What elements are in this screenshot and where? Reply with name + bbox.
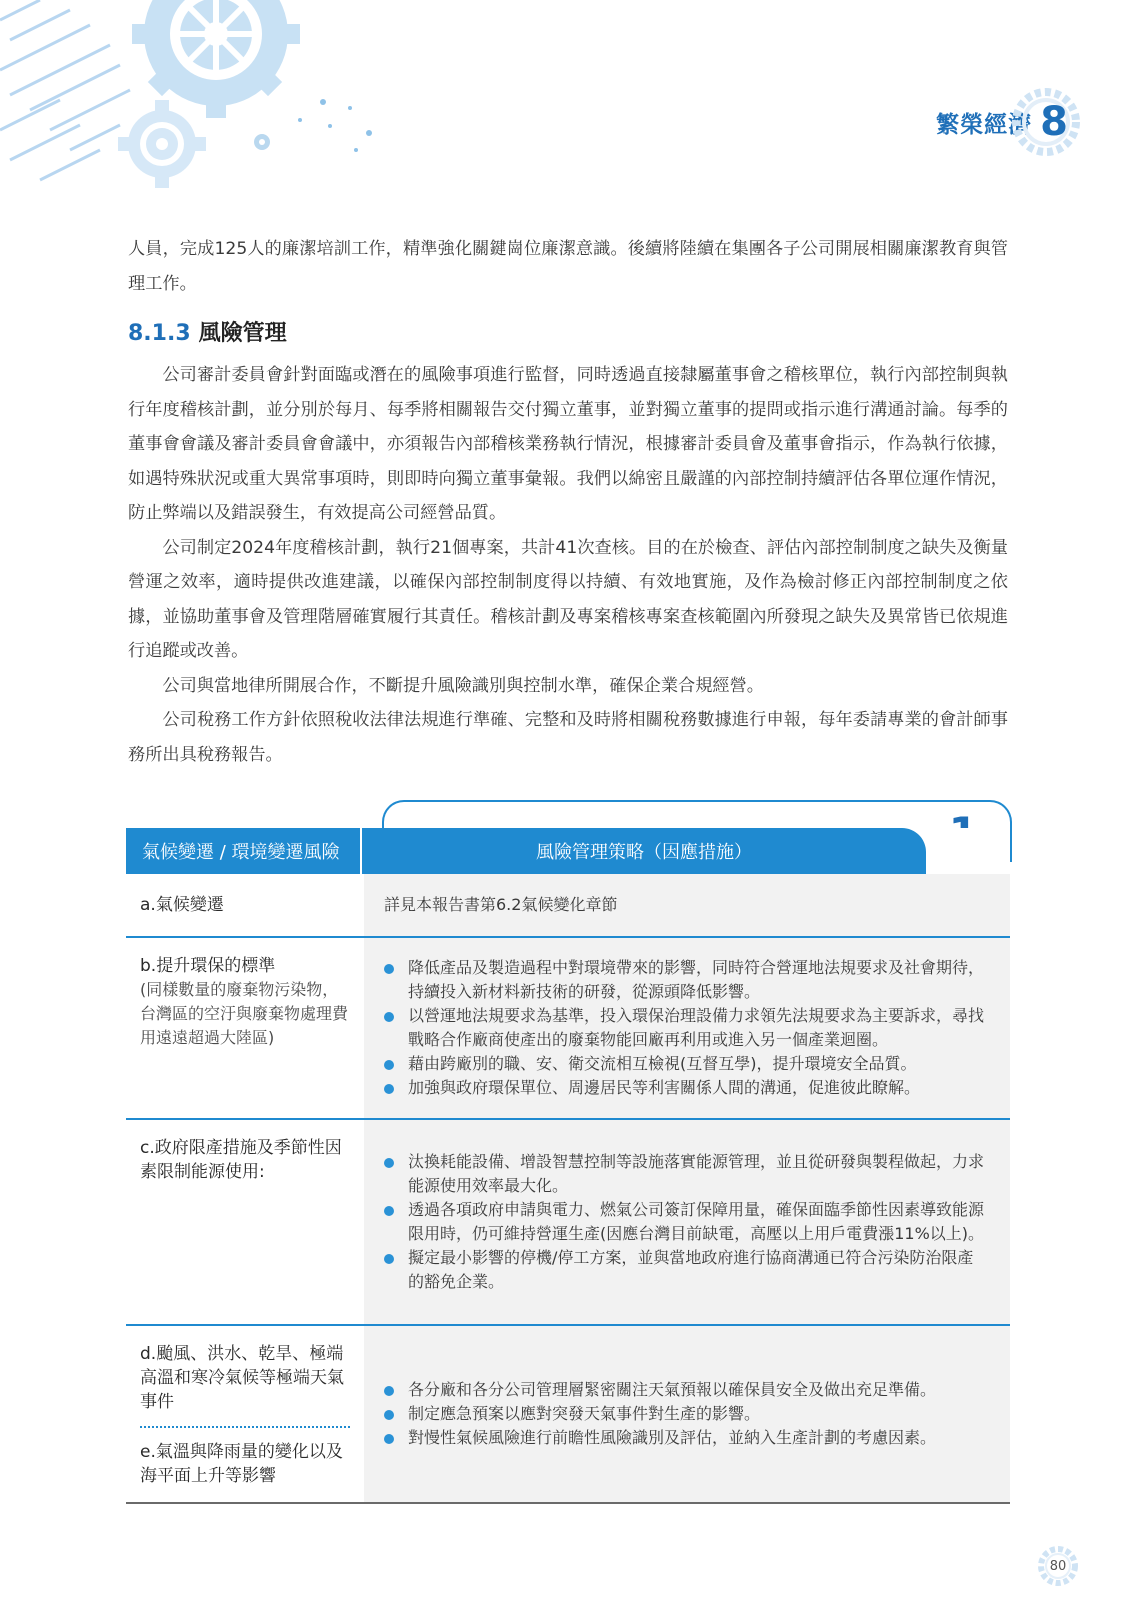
- risk-label: a.氣候變遷: [140, 895, 224, 915]
- section-title: 風險管理: [198, 321, 287, 346]
- table-row: [126, 1120, 1010, 1326]
- strategy-bullet: 透過各項政府申請與電力、燃氣公司簽訂保障用量，確保面臨季節性因素導致能源限用時，仍可維持營運生產(因應台灣目前缺電，高壓以上用戶電費漲11%以上)。: [382, 1198, 988, 1246]
- risk-cell: [126, 1326, 364, 1502]
- strategy-cell: [364, 1120, 1010, 1324]
- table-header: [126, 828, 1010, 874]
- section-heading: [128, 316, 287, 347]
- body-paragraph-3: 公司與當地律所開展合作，不斷提升風險識別與控制水準，確保企業合規經營。: [162, 675, 764, 696]
- strategy-bullet: 對慢性氣候風險進行前瞻性風險識別及評估，並納入生產計劃的考慮因素。: [382, 1426, 988, 1450]
- chapter-number: 8: [1040, 99, 1068, 145]
- dots-decoration: [298, 99, 372, 152]
- risk-note: (同樣數量的廢棄物污染物，台灣區的空汙與廢棄物處理費用遠遠超過大陸區): [140, 980, 349, 1047]
- table-row: [126, 1326, 1010, 1504]
- col1-header: 氣候變遷 / 環境變遷風險: [126, 828, 362, 874]
- strategy-text: 詳見本報告書第6.2氣候變化章節: [384, 895, 618, 914]
- section-body: [128, 358, 1008, 772]
- header-gap: [926, 828, 1010, 874]
- risk-label-secondary: e.氣溫與降雨量的變化以及海平面上升等影響: [140, 1442, 343, 1486]
- strategy-bullet: 各分廠和各分公司管理層緊密關注天氣預報以確保員安全及做出充足準備。: [382, 1378, 988, 1402]
- strategy-list: [382, 1378, 988, 1450]
- body-paragraph-1: 公司審計委員會針對面臨或潛在的風險事項進行監督，同時透過直接隸屬董事會之稽核單位，執行內部控制與執行年度稽核計劃，並分別於每月、每季將相關報告交付獨立董事，並對獨立董事的提問或指示進行溝通討論。每季的董事會會議及審計委員會會議中，亦須報告內部稽核業務執行情況，根據審計委員會及董事會指示，作為執行依據，如遇特殊狀況或重大異常事項時，則即時向獨立董事彙報。我們以綿密且嚴謹的內部控制持續評估各單位運作情況，防止弊端以及錯誤發生，有效提高公司經營品質。: [128, 365, 1008, 523]
- intro-paragraph: 人員，完成125人的廉潔培訓工作，精準強化關鍵崗位廉潔意識。後續將陸續在集團各子公司開展相關廉潔教育與管理工作。: [128, 239, 1008, 294]
- table-row: [126, 938, 1010, 1120]
- strategy-cell: [364, 1326, 1010, 1502]
- strategy-cell: [364, 874, 1010, 936]
- chapter-title: 繁榮經濟: [936, 111, 1033, 138]
- header-gear-decoration: [0, 0, 420, 200]
- page-number-badge: [1036, 1544, 1080, 1588]
- risk-cell: [126, 938, 364, 1118]
- strategy-bullet: 汰換耗能設備、增設智慧控制等設施落實能源管理，並且從研發與製程做起，力求能源使用效率最大化。: [382, 1150, 988, 1198]
- strategy-list: [382, 956, 988, 1100]
- strategy-cell: [364, 938, 1010, 1118]
- risk-label: b.提升環保的標準: [140, 956, 276, 976]
- risk-cell: [126, 1120, 364, 1324]
- chapter-heading: [936, 92, 1068, 152]
- risk-cell: [126, 874, 364, 936]
- small-gear-icon: [118, 100, 206, 188]
- table-body: [126, 874, 1010, 1504]
- risk-label: c.政府限產措施及季節性因素限制能源使用:: [140, 1138, 342, 1182]
- page-number: 80: [1049, 1558, 1067, 1574]
- section-number: 8.1.3: [128, 321, 191, 346]
- strategy-bullet: 以營運地法規要求為基準，投入環保治理設備力求領先法規要求為主要訴求，尋找戰略合作廠商使產出的廢棄物能回廠再利用或進入另一個產業迴圈。: [382, 1004, 988, 1052]
- risk-label: d.颱風、洪水、乾旱、極端高溫和寒冷氣候等極端天氣事件: [140, 1344, 344, 1412]
- col2-header: 風險管理策略（因應措施）: [362, 828, 926, 874]
- table-row: [126, 874, 1010, 938]
- strategy-bullet: 擬定最小影響的停機/停工方案，並與當地政府進行協商溝通已符合污染防治限產的豁免企業。: [382, 1246, 988, 1294]
- stripe-pattern: [0, 0, 130, 180]
- strategy-bullet: 加強與政府環保單位、周邊居民等利害關係人間的溝通，促進彼此瞭解。: [382, 1076, 988, 1100]
- dotted-divider: [140, 1426, 350, 1428]
- tiny-gear-icon: [254, 134, 270, 150]
- body-paragraph-2: 公司制定2024年度稽核計劃，執行21個專案，共計41次查核。目的在於檢查、評估內部控制制度之缺失及衡量營運之效率，適時提供改進建議，以確保內部控制制度得以持續、有效地實施，及作為檢討修正內部控制制度之依據，並協助董事會及管理階層確實履行其責任。稽核計劃及專案稽核專案查核範圍內所發現之缺失及異常皆已依規進行追蹤或改善。: [128, 537, 1008, 661]
- strategy-bullet: 制定應急預案以應對突發天氣事件對生產的影響。: [382, 1402, 988, 1426]
- body-paragraph-4: 公司稅務工作方針依照稅收法律法規進行準確、完整和及時將相關稅務數據進行申報，每年委請專業的會計師事務所出具稅務報告。: [128, 710, 1008, 765]
- intro-paragraph-block: [128, 232, 1008, 301]
- strategy-bullet: 降低產品及製造過程中對環境帶來的影響，同時符合營運地法規要求及社會期待，持續投入新材料新技術的研發，從源頭降低影響。: [382, 956, 988, 1004]
- strategy-bullet: 藉由跨廠別的職、安、衛交流相互檢視(互督互學)，提升環境安全品質。: [382, 1052, 988, 1076]
- strategy-list: [382, 1150, 988, 1294]
